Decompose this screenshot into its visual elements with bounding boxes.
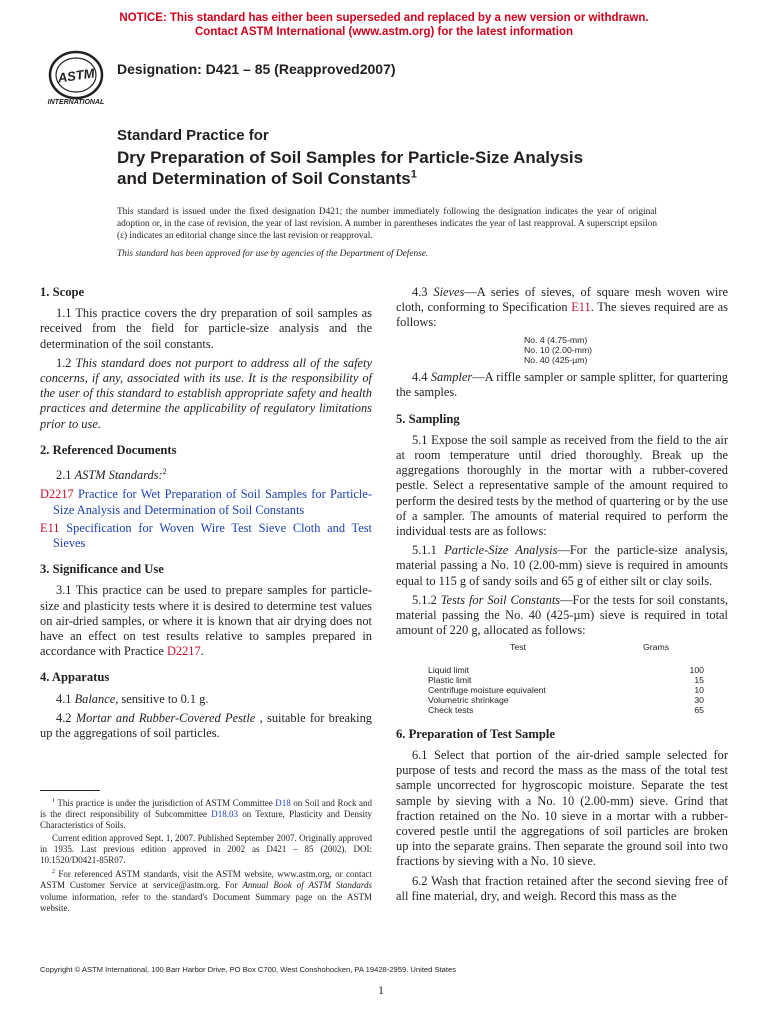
table-row	[428, 665, 704, 675]
table-cell-grams: 100	[689, 664, 704, 675]
table-row	[428, 685, 704, 695]
paragraph-6-1: 6.1 Select that portion of the air-dried sample selected for purpose of tests and record the mass as the mass of the total test sample uncorrected for hygroscopic moisture. Separate the test sample by sieving with a No. 10 (2.00-mm) sieve. Grind that fraction retained on the No. 10 sieve in a mortar with a rubber-covered pestle until the aggregations of soil particles are broken up into the separate grains. Then separate the ground soil into two fractions by sieving with a No. 10 sieve.	[396, 747, 728, 869]
paragraph-4-4	[396, 370, 728, 400]
soil-constants-table	[428, 642, 704, 715]
table-cell-test: Plastic limit	[428, 674, 472, 685]
section-heading-referenced-documents: 2. Referenced Documents	[40, 442, 177, 457]
section-heading-sampling: 5. Sampling	[396, 411, 460, 426]
footnote-2-mark: 2	[52, 869, 55, 876]
sieve-item: No. 40 (425-µm)	[524, 355, 588, 366]
paragraph-5-1-1-text: —For the particle-size analysis, material passing a No. 10 (2.00-mm) sieve is required in amounts equal to 115 g of sandy soils and 65 g of either silt or clay soils.	[396, 543, 728, 588]
section-heading-scope: 1. Scope	[40, 285, 85, 299]
paragraph-4-2-text: , suitable for breaking up the aggregations of soil particles.	[40, 710, 372, 740]
logo-subtitle: INTERNATIONAL	[47, 99, 105, 106]
paragraph-4-1-number: 4.1	[56, 691, 75, 706]
paragraph-4-2	[40, 711, 372, 741]
section-heading-apparatus: 4. Apparatus	[40, 670, 110, 685]
paragraph-2-1	[40, 464, 372, 483]
notice-line-1: NOTICE: This standard has either been superseded and replaced by a new version or withdrawn.	[119, 12, 649, 24]
paragraph-1-1: 1.1 This practice covers the dry preparation of soil samples as received from the field for particle-size analysis and the determination of the soil constants.	[40, 306, 372, 351]
issued-statement: This standard is issued under the fixed designation D421; the number immediately following the designation indicates the year of original adoption or, in the case of revision, the year of last revision. A number in parentheses indicates the year of last reapproval. A superscript epsilon (ε) indicates an editorial change since the last revision or reapproval.	[117, 207, 657, 241]
section-heading-significance: 3. Significance and Use	[40, 562, 164, 577]
paragraph-4-3-number: 4.3	[412, 285, 434, 299]
footnote-1	[40, 796, 372, 832]
footnote-2	[40, 867, 372, 914]
paragraph-1-2	[40, 356, 372, 432]
astm-logo	[40, 50, 112, 106]
right-column	[396, 285, 728, 908]
subcommittee-d18-03-link[interactable]: D18.03	[211, 809, 238, 820]
paragraph-4-1-term: Balance,	[74, 691, 119, 706]
paragraph-3-1	[40, 583, 372, 659]
practice-d2217-link[interactable]: D2217	[166, 644, 201, 659]
dod-approval-statement: This standard has been approved for use by agencies of the Department of Defense.	[117, 249, 429, 259]
sieve-list	[524, 335, 728, 366]
footnote-1-edition: Current edition approved Sept. 1, 2007. Published September 2007. Originally approved in 1935. Last previous edition approved in 2002 as D421 – 85 (2002). DOI: 10.1520/D0421-85R07.	[40, 832, 372, 866]
sieve-item: No. 10 (2.00-mm)	[524, 344, 593, 355]
reference-code-link-d2217[interactable]: D2217	[40, 487, 74, 502]
table-cell-grams: 15	[694, 674, 704, 685]
paragraph-4-1-text: sensitive to 0.1 g.	[118, 691, 209, 706]
table-header-grams: Grams	[642, 642, 670, 653]
table-row	[428, 675, 704, 685]
copyright-line: Copyright © ASTM International, 100 Barr Harbor Drive, PO Box C700, West Conshohocken, PA 19428-2959. United States	[40, 965, 457, 974]
paragraph-5-1-1-term: Particle-Size Analysis	[444, 543, 558, 558]
footnote-2-italic: Annual Book of ASTM Standards	[242, 880, 372, 891]
table-cell-test: Liquid limit	[428, 664, 470, 675]
paragraph-1-2-text: This standard does not purport to address all of the safety concerns, if any, associated with its use. It is the responsibility of the user of this standard to establish appropriate safety and health practices and determine the applicability of regulatory limitations prior to use.	[40, 355, 372, 431]
footnote-mark-2: 2	[162, 467, 167, 477]
table-header-row	[428, 642, 704, 664]
table-header-test: Test	[510, 642, 526, 653]
table-cell-grams: 65	[694, 705, 704, 716]
footnotes	[40, 796, 372, 915]
logo-wordmark: ASTM	[56, 65, 96, 86]
paragraph-4-4-number: 4.4	[412, 370, 431, 385]
paragraph-4-3	[396, 285, 728, 331]
paragraph-3-1-text: 3.1 This practice can be used to prepare samples for particle-size and plasticity tests where it is desired to determine test values on air-dried samples, or where it is known that air drying does not have an effect on test results relative to samples prepared in accordance with Practice	[40, 583, 372, 659]
specification-e11-link[interactable]: E11	[571, 300, 591, 315]
paragraph-5-1: 5.1 Expose the soil sample as received from the field to the air at room temperature until dried thoroughly. Break up the aggregations thoroughly in the mortar with a rubber-covered pestle. Select a representative sample of the amount required to perform the desired tests by the method of quartering or by the use of a sampler. The amounts of material required to perform the individual tests are as follows:	[396, 432, 728, 539]
notice-line-2: Contact ASTM International (www.astm.org) for the latest information	[194, 26, 574, 38]
paragraph-4-1	[40, 692, 372, 707]
reference-d2217	[40, 487, 372, 517]
designation: Designation: D421 – 85 (Reapproved2007)	[117, 61, 396, 77]
committee-d18-link[interactable]: D18	[275, 798, 291, 808]
left-column	[40, 285, 372, 745]
paragraph-5-1-2	[396, 593, 728, 639]
title-footnote-mark: 1	[410, 168, 417, 181]
paragraph-5-1-2-text: —For the tests for soil constants, material passing the No. 40 (425-µm) sieve is required in total amount of 220 g, allocated as follows:	[396, 592, 728, 638]
reference-e11	[40, 521, 372, 551]
document-title	[117, 147, 677, 189]
reference-title-link-e11[interactable]: Specification for Woven Wire Test Sieve Cloth and Test Sieves	[53, 520, 372, 550]
footnote-2-text-b: volume information, refer to the standard's Document Summary page on the ASTM website.	[40, 891, 372, 913]
footnote-1-mark: 1	[52, 798, 55, 804]
footnote-2-text-a: For referenced ASTM standards, visit the ASTM website, www.astm.org, or contact ASTM Customer Service at service@astm.org. For	[40, 869, 372, 891]
paragraph-4-2-number: 4.2	[56, 710, 76, 725]
table-cell-test: Centrifuge moisture equivalent	[428, 685, 546, 696]
paragraph-5-1-2-term: Tests for Soil Constants	[440, 592, 561, 607]
title-line-2-text: and Determination of Soil Constants	[117, 169, 411, 188]
reference-title-link-d2217[interactable]: Practice for Wet Preparation of Soil Samples for Particle-Size Analysis and Determination of Soil Constants	[53, 487, 372, 517]
title-prefix: Standard Practice for	[117, 127, 269, 144]
paragraph-5-1-2-number: 5.1.2	[412, 592, 441, 607]
reference-code-link-e11[interactable]: E11	[40, 520, 60, 535]
table-cell-test: Volumetric shrinkage	[428, 695, 509, 706]
footnote-1-text-b: on Soil and Rock and is the direct responsibility of Subcommittee	[40, 798, 372, 820]
paragraph-3-1-end: .	[200, 644, 204, 659]
table-cell-grams: 10	[694, 685, 704, 696]
table-cell-test: Check tests	[428, 705, 474, 716]
title-line-1: Dry Preparation of Soil Samples for Particle-Size Analysis	[117, 148, 584, 167]
table-row	[428, 695, 704, 705]
paragraph-6-2: 6.2 Wash that fraction retained after the second sieving free of all fine material, dry, and weigh. Record this mass as the	[396, 873, 728, 903]
footnote-1-text-a: This practice is under the jurisdiction of ASTM Committee	[55, 798, 276, 808]
footnote-divider	[40, 790, 100, 791]
paragraph-4-4-text: —A riffle sampler or sample splitter, for quartering the samples.	[396, 370, 728, 400]
paragraph-4-3-text: —A series of sieves, of square mesh woven wire cloth, conforming to Specification	[396, 285, 728, 315]
astm-standards-label: ASTM Standards:	[74, 468, 163, 483]
paragraph-4-3-term: Sieves	[433, 285, 465, 299]
table-cell-grams: 30	[694, 695, 704, 706]
paragraph-5-1-1-number: 5.1.1	[412, 543, 445, 558]
section-heading-preparation: 6. Preparation of Test Sample	[396, 726, 555, 741]
sieve-item: No. 4 (4.75-mm)	[524, 334, 588, 345]
paragraph-4-3-end: . The sieves required are as follows:	[396, 300, 728, 330]
paragraph-2-1-number: 2.1	[56, 468, 75, 483]
paragraph-4-2-term: Mortar and Rubber-Covered Pestle	[75, 710, 256, 725]
paragraph-4-4-term: Sampler	[430, 370, 473, 385]
paragraph-5-1-1	[396, 543, 728, 589]
title-line-2	[117, 168, 677, 189]
paragraph-1-2-number: 1.2	[56, 355, 76, 370]
table-row	[428, 705, 704, 715]
page-number: 1	[378, 983, 384, 997]
footnote-1-text-c: on Texture, Plasticity and Density Characteristics of Soils.	[40, 809, 372, 831]
